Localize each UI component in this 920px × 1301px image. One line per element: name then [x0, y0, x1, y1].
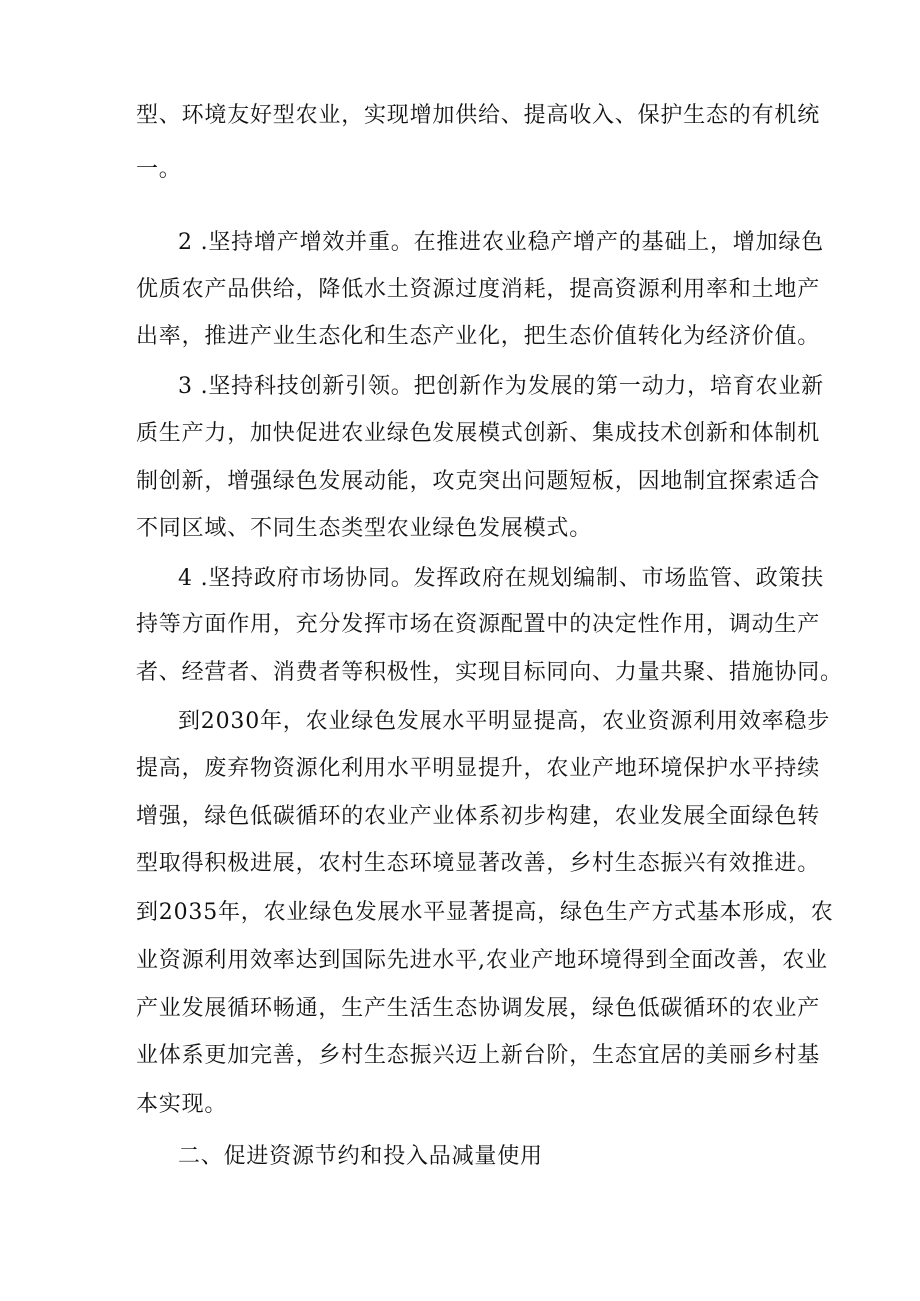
section-heading: 二、促进资源节约和投入品减量使用: [178, 1144, 543, 1169]
text-line: 增强，绿色低碳循环的农业产业体系初步构建，农业发展全面绿色转: [136, 804, 821, 829]
text-line: 者、经营者、消费者等积极性，实现目标同向、力量共聚、措施协同。: [136, 660, 843, 685]
text-line: 业资源利用效率达到国际先进水平,农业产地环境得到全面改善，农业: [136, 948, 828, 973]
text-line: 不同区域、不同生态类型农业绿色发展模式。: [136, 516, 593, 541]
text-line: 优质农产品供给，降低水土资源过度消耗，提高资源利用率和土地产: [136, 277, 821, 302]
text-line: 型取得积极进展，农村生态环境显著改善，乡村生态振兴有效推进。: [136, 851, 821, 876]
text-line: 一。: [136, 157, 182, 182]
text-line: 制创新，增强绿色发展动能，攻克突出问题短板，因地制宜探索适合: [136, 469, 821, 494]
text-line: 3 .坚持科技创新引领。把创新作为发展的第一动力，培育农业新: [178, 374, 824, 399]
text-line: 4 .坚持政府市场协同。发挥政府在规划编制、市场监管、政策扶: [178, 566, 824, 591]
text-line: 到2030年，农业绿色发展水平明显提高，农业资源利用效率稳步: [178, 709, 830, 734]
text-line: 本实现。: [136, 1092, 228, 1117]
text-line: 型、环境友好型农业，实现增加供给、提高收入、保护生态的有机统: [136, 103, 821, 128]
text-line: 持等方面作用，充分发挥市场在资源配置中的决定性作用，调动生产: [136, 612, 821, 637]
text-line: 业体系更加完善，乡村生态振兴迈上新台阶，生态宜居的美丽乡村基: [136, 1043, 821, 1068]
text-line: 提高，废弃物资源化利用水平明显提升，农业产地环境保护水平持续: [136, 756, 821, 781]
text-line: 到2035年，农业绿色发展水平显著提高，绿色生产方式基本形成，农: [136, 900, 834, 925]
text-line: 出率，推进产业生态化和生态产业化，把生态价值转化为经济价值。: [136, 324, 821, 349]
text-line: 产业发展循环畅通，生产生活生态协调发展，绿色低碳循环的农业产: [136, 996, 821, 1021]
text-line: 质生产力，加快促进农业绿色发展模式创新、集成技术创新和体制机: [136, 421, 821, 446]
text-line: 2 .坚持增产增效并重。在推进农业稳产增产的基础上，增加绿色: [178, 230, 824, 255]
